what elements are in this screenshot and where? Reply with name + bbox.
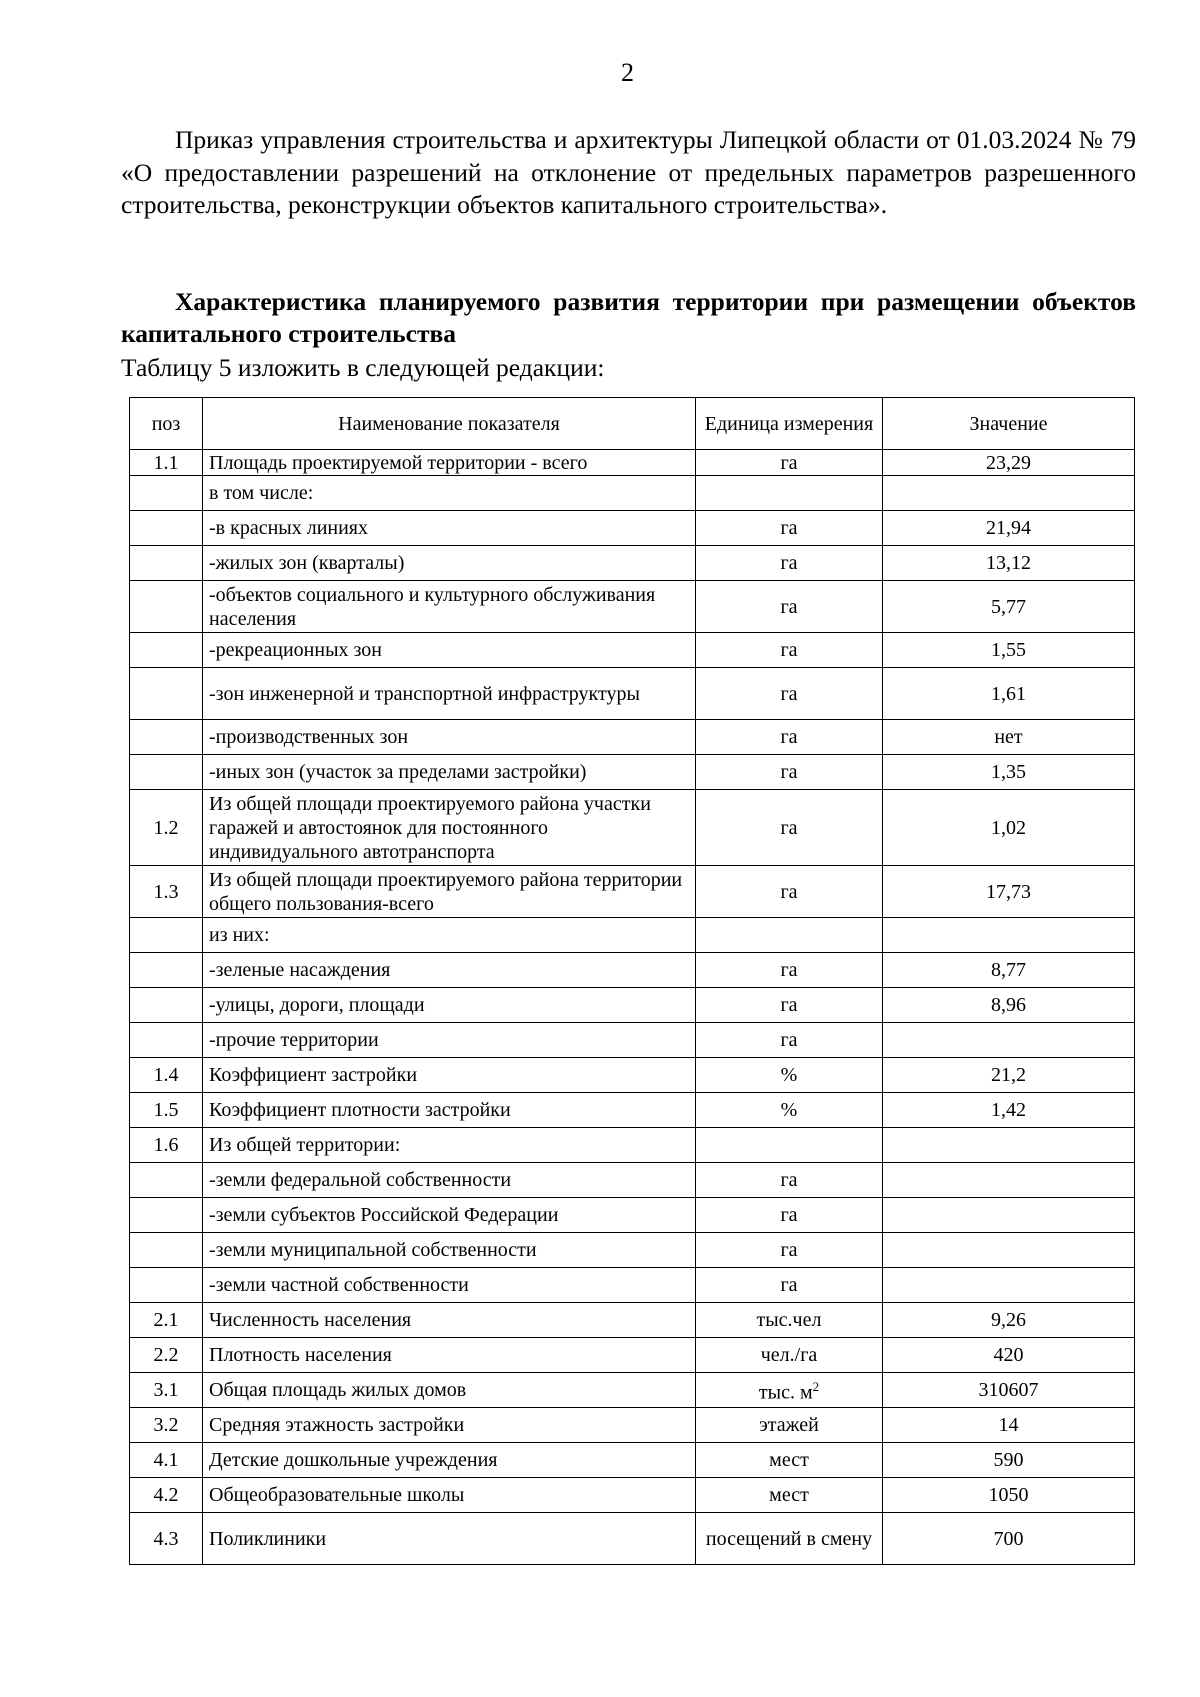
cell-pos xyxy=(130,668,203,720)
table-row xyxy=(130,581,1135,633)
cell-pos xyxy=(130,988,203,1023)
cell-unit: га xyxy=(696,1268,883,1303)
table-row xyxy=(130,866,1135,918)
cell-value xyxy=(883,1163,1135,1198)
cell-unit: га xyxy=(696,511,883,546)
header-name: Наименование показателя xyxy=(203,398,696,450)
cell-pos xyxy=(130,755,203,790)
cell-value: 1,55 xyxy=(883,633,1135,668)
cell-name: -зеленые насаждения xyxy=(203,953,696,988)
cell-value xyxy=(883,1268,1135,1303)
cell-pos: 1.3 xyxy=(130,866,203,918)
cell-name: Из общей площади проектируемого района территории общего пользования-всего xyxy=(203,866,696,918)
cell-unit: этажей xyxy=(696,1408,883,1443)
cell-value xyxy=(883,476,1135,511)
cell-name: -улицы, дороги, площади xyxy=(203,988,696,1023)
table-row xyxy=(130,1058,1135,1093)
cell-value: 17,73 xyxy=(883,866,1135,918)
table-row xyxy=(130,1233,1135,1268)
cell-value: 8,77 xyxy=(883,953,1135,988)
table-row xyxy=(130,720,1135,755)
cell-pos xyxy=(130,1163,203,1198)
indicators-table xyxy=(129,397,1135,1565)
cell-name: -иных зон (участок за пределами застройки) xyxy=(203,755,696,790)
cell-name: Общеобразовательные школы xyxy=(203,1478,696,1513)
cell-pos xyxy=(130,1268,203,1303)
cell-pos: 1.1 xyxy=(130,450,203,476)
cell-value: 1050 xyxy=(883,1478,1135,1513)
cell-value: 14 xyxy=(883,1408,1135,1443)
table-row xyxy=(130,1303,1135,1338)
cell-pos xyxy=(130,720,203,755)
intro-paragraph: Приказ управления строительства и архитектуры Липецкой области от 01.03.2024 № 79 «О предоставлении разрешений на отклонение от предельных параметров разрешенного строительства, реконструкции объектов капитального строительства». xyxy=(121,125,1136,219)
cell-unit: га xyxy=(696,790,883,866)
table-body xyxy=(130,450,1135,1565)
table-row xyxy=(130,918,1135,953)
table-row xyxy=(130,1268,1135,1303)
cell-pos xyxy=(130,1198,203,1233)
unit-superscript: 2 xyxy=(812,1379,820,1395)
cell-pos xyxy=(130,953,203,988)
cell-name: Детские дошкольные учреждения xyxy=(203,1443,696,1478)
table-row xyxy=(130,988,1135,1023)
cell-pos: 4.3 xyxy=(130,1513,203,1565)
cell-unit: га xyxy=(696,1163,883,1198)
cell-name: -земли субъектов Российской Федерации xyxy=(203,1198,696,1233)
cell-pos xyxy=(130,546,203,581)
cell-name: -производственных зон xyxy=(203,720,696,755)
cell-pos xyxy=(130,633,203,668)
section-heading: Характеристика планируемого развития территории при размещении объектов капитального строительства xyxy=(121,287,1136,348)
cell-unit: га xyxy=(696,546,883,581)
cell-name: Площадь проектируемой территории - всего xyxy=(203,450,696,476)
table-row xyxy=(130,511,1135,546)
cell-value: 1,02 xyxy=(883,790,1135,866)
cell-unit: чел./га xyxy=(696,1338,883,1373)
cell-pos xyxy=(130,476,203,511)
cell-unit: тыс. $м^2$ xyxy=(696,1373,883,1408)
table-row xyxy=(130,546,1135,581)
table-row xyxy=(130,450,1135,476)
cell-unit: га xyxy=(696,755,883,790)
cell-pos: 1.6 xyxy=(130,1128,203,1163)
cell-unit: га xyxy=(696,866,883,918)
table-row xyxy=(130,1443,1135,1478)
cell-value xyxy=(883,1233,1135,1268)
cell-value: 9,26 xyxy=(883,1303,1135,1338)
cell-pos xyxy=(130,511,203,546)
cell-pos: 2.1 xyxy=(130,1303,203,1338)
cell-pos: 4.2 xyxy=(130,1478,203,1513)
header-value: Значение xyxy=(883,398,1135,450)
header-unit: Единица измерения xyxy=(696,398,883,450)
cell-pos: 4.1 xyxy=(130,1443,203,1478)
cell-name: -жилых зон (кварталы) xyxy=(203,546,696,581)
table-row xyxy=(130,633,1135,668)
cell-pos: 3.1 xyxy=(130,1373,203,1408)
cell-name: Плотность населения xyxy=(203,1338,696,1373)
cell-name: Коэффициент плотности застройки xyxy=(203,1093,696,1128)
table-instruction: Таблицу 5 изложить в следующей редакции: xyxy=(121,353,605,382)
table-row xyxy=(130,668,1135,720)
cell-name: -объектов социального и культурного обслуживания населения xyxy=(203,581,696,633)
cell-value: 8,96 xyxy=(883,988,1135,1023)
cell-unit: га xyxy=(696,953,883,988)
table-header-row xyxy=(130,398,1135,450)
cell-value: нет xyxy=(883,720,1135,755)
cell-unit: га xyxy=(696,720,883,755)
cell-name: -рекреационных зон xyxy=(203,633,696,668)
cell-value xyxy=(883,918,1135,953)
page-number: 2 xyxy=(621,58,634,87)
cell-unit xyxy=(696,476,883,511)
cell-name: -земли муниципальной собственности xyxy=(203,1233,696,1268)
table-row xyxy=(130,1373,1135,1408)
cell-unit: га xyxy=(696,450,883,476)
cell-value: 310607 xyxy=(883,1373,1135,1408)
cell-unit: га xyxy=(696,581,883,633)
cell-unit: мест xyxy=(696,1478,883,1513)
cell-pos xyxy=(130,581,203,633)
cell-unit: га xyxy=(696,988,883,1023)
cell-unit xyxy=(696,918,883,953)
table-row xyxy=(130,1163,1135,1198)
cell-value: 1,42 xyxy=(883,1093,1135,1128)
cell-value: 5,77 xyxy=(883,581,1135,633)
cell-unit: га xyxy=(696,1198,883,1233)
cell-name: Из общей территории: xyxy=(203,1128,696,1163)
cell-value xyxy=(883,1023,1135,1058)
cell-unit xyxy=(696,1128,883,1163)
cell-value xyxy=(883,1198,1135,1233)
header-pos: поз xyxy=(130,398,203,450)
cell-pos: 3.2 xyxy=(130,1408,203,1443)
cell-value: 590 xyxy=(883,1443,1135,1478)
cell-name: Поликлиники xyxy=(203,1513,696,1565)
cell-name: Коэффициент застройки xyxy=(203,1058,696,1093)
table-row xyxy=(130,953,1135,988)
cell-value: 1,61 xyxy=(883,668,1135,720)
cell-unit: га xyxy=(696,1233,883,1268)
cell-name: Численность населения xyxy=(203,1303,696,1338)
cell-name: Из общей площади проектируемого района участки гаражей и автостоянок для постоянного индивидуального автотранспорта xyxy=(203,790,696,866)
cell-pos: 2.2 xyxy=(130,1338,203,1373)
cell-unit: га xyxy=(696,668,883,720)
cell-pos: 1.2 xyxy=(130,790,203,866)
cell-pos xyxy=(130,1233,203,1268)
cell-unit: мест xyxy=(696,1443,883,1478)
cell-name: Общая площадь жилых домов xyxy=(203,1373,696,1408)
cell-name: из них: xyxy=(203,918,696,953)
cell-value: 23,29 xyxy=(883,450,1135,476)
cell-pos xyxy=(130,918,203,953)
table-row xyxy=(130,1338,1135,1373)
cell-value: 700 xyxy=(883,1513,1135,1565)
table-row xyxy=(130,1408,1135,1443)
cell-name: -земли федеральной собственности xyxy=(203,1163,696,1198)
cell-pos: 1.4 xyxy=(130,1058,203,1093)
table-row xyxy=(130,1023,1135,1058)
table-row xyxy=(130,1198,1135,1233)
cell-unit: посещений в смену xyxy=(696,1513,883,1565)
cell-unit: га xyxy=(696,1023,883,1058)
cell-unit: % xyxy=(696,1058,883,1093)
table-row xyxy=(130,1478,1135,1513)
cell-unit: тыс.чел xyxy=(696,1303,883,1338)
cell-name: -зон инженерной и транспортной инфраструктуры xyxy=(203,668,696,720)
cell-name: -в красных линиях xyxy=(203,511,696,546)
cell-value xyxy=(883,1128,1135,1163)
table-row xyxy=(130,790,1135,866)
cell-value: 21,94 xyxy=(883,511,1135,546)
cell-name: -прочие территории xyxy=(203,1023,696,1058)
cell-pos: 1.5 xyxy=(130,1093,203,1128)
cell-name: -земли частной собственности xyxy=(203,1268,696,1303)
cell-value: 13,12 xyxy=(883,546,1135,581)
cell-name: в том числе: xyxy=(203,476,696,511)
table-row xyxy=(130,1128,1135,1163)
cell-value: 420 xyxy=(883,1338,1135,1373)
cell-unit: га xyxy=(696,633,883,668)
table-row xyxy=(130,755,1135,790)
table-row xyxy=(130,476,1135,511)
cell-name: Средняя этажность застройки xyxy=(203,1408,696,1443)
cell-value: 1,35 xyxy=(883,755,1135,790)
table-row xyxy=(130,1513,1135,1565)
table-row xyxy=(130,1093,1135,1128)
cell-unit: % xyxy=(696,1093,883,1128)
cell-pos xyxy=(130,1023,203,1058)
cell-value: 21,2 xyxy=(883,1058,1135,1093)
